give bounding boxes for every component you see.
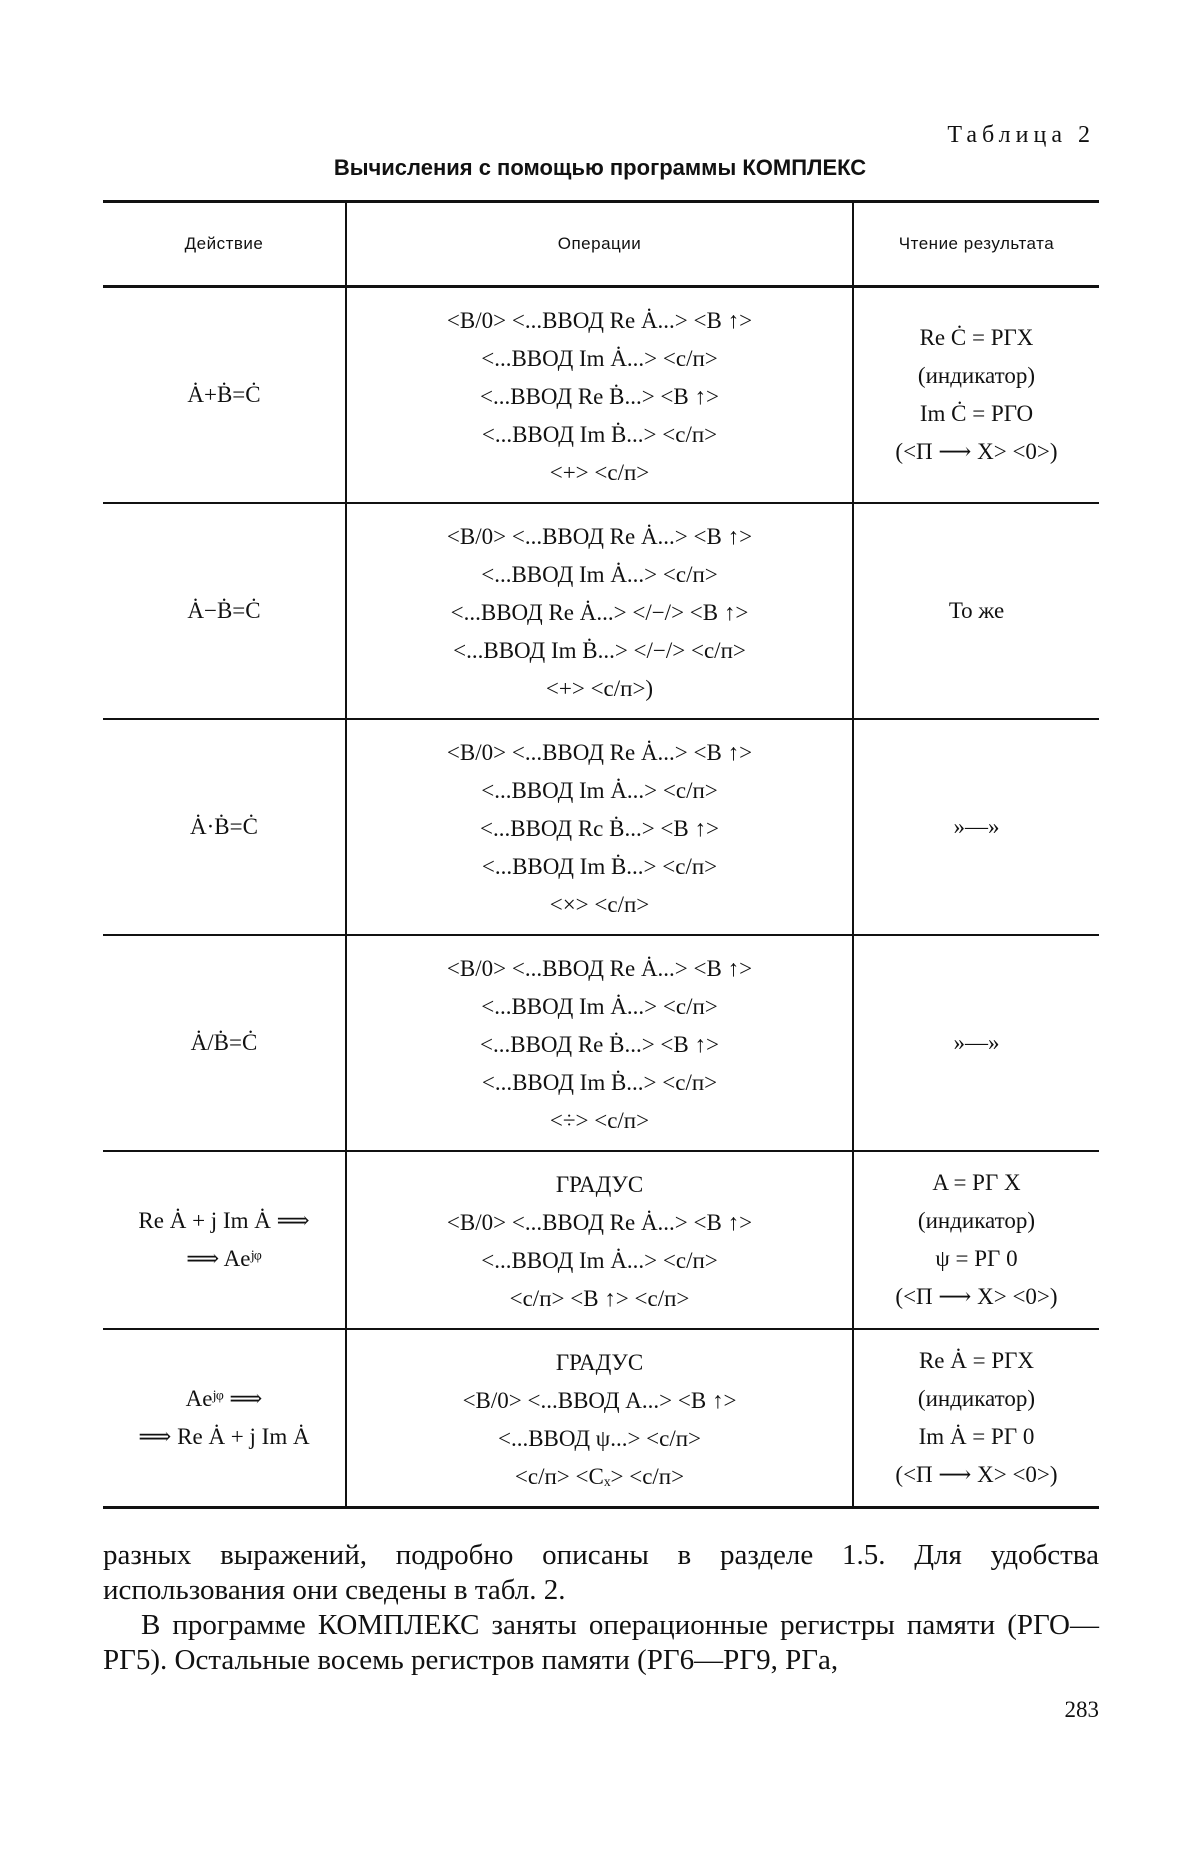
operation-line: <В/0> <...ВВОД A...> <В ↑> [462,1388,737,1413]
operation-line: <...ВВОД ψ...> <с/п> [497,1426,702,1451]
action-cell [103,503,346,719]
result-line: (<П ⟶ X> <0>) [895,1284,1058,1309]
operation-line: <...ВВОД Im Ḃ...> <с/п> [481,1070,718,1095]
table-row [103,719,1099,935]
operations-table [103,200,1099,1509]
result-line: Im Ċ = РГО [919,401,1034,426]
table-row [103,287,1099,504]
operation-line: <...ВВОД Im Ȧ...> <с/п> [481,994,718,1019]
operation-line: <...ВВОД Im Ȧ...> <с/п> [481,1248,718,1273]
operation-line: <...ВВОД Im Ȧ...> <с/п> [481,346,718,371]
body-text [103,1538,1099,1678]
operations-cell [346,503,853,719]
operation-line: <...ВВОД Re Ȧ...> </−/> <В ↑> [450,600,749,625]
result-line: (индикатор) [917,363,1036,388]
operation-line: <с/п> <В ↑> <с/п> [509,1286,690,1311]
operations-cell [346,719,853,935]
result-line: Re Ȧ = РГX [918,1348,1035,1373]
action-line: Re Ȧ + j Im Ȧ ⟹ [138,1208,310,1233]
action-cell [103,287,346,504]
result-line: »—» [953,814,1000,839]
operation-line: <...ВВОД Im Ȧ...> <с/п> [481,778,718,803]
operation-line: ГРАДУС [555,1350,644,1375]
operation-line: <...ВВОД Im Ḃ...> </−/> <с/п> [453,638,746,663]
result-cell [853,719,1099,935]
action-line: Ȧ·Ḃ=Ċ [190,814,258,839]
table-header-row [103,202,1099,287]
operation-line: <...ВВОД Re Ḃ...> <В ↑> [480,384,719,409]
action-line: Ȧ/Ḃ=Ċ [190,1030,258,1055]
paragraph: В программе КОМПЛЕКС заняты операционные регистры памяти (РГО—РГ5). Остальные восемь регистров памяти (РГ6—РГ9, РГa, [103,1609,1099,1676]
paragraph-continued: разных выражений, подробно описаны в разделе 1.5. Для удобства использования они сведены в табл. 2. [103,1539,1099,1606]
action-cell [103,719,346,935]
table-row [103,1151,1099,1329]
operation-line: <...ВВОД Im Ȧ...> <с/п> [481,562,718,587]
result-line: A = РГ X [932,1170,1021,1195]
operation-line: <В/0> <...ВВОД Re Ȧ...> <В ↑> [446,308,753,333]
operation-line: <...ВВОД Im Ḃ...> <с/п> [481,422,718,447]
operation-line: <...ВВОД Im Ḃ...> <с/п> [481,854,718,879]
operation-line: <В/0> <...ВВОД Re Ȧ...> <В ↑> [446,740,753,765]
column-header-action: Действие [103,202,346,287]
operation-line: ГРАДУС [555,1172,644,1197]
result-line: (<П ⟶ X> <0>) [895,439,1058,464]
action-line: Ȧ−Ḃ=Ċ [187,598,261,623]
operation-line: <...ВВОД Rc Ḃ...> <В ↑> [480,816,719,841]
result-cell [853,1151,1099,1329]
result-line: (индикатор) [917,1386,1036,1411]
result-cell [853,935,1099,1151]
operation-line: <+> <с/п> [549,460,650,485]
column-header-result: Чтение результата [853,202,1099,287]
table-row [103,1329,1099,1508]
result-cell [853,287,1099,504]
result-line: ψ = РГ 0 [935,1246,1018,1271]
result-line: (индикатор) [917,1208,1036,1233]
table-row [103,935,1099,1151]
action-cell [103,935,346,1151]
page-number: 283 [1064,1697,1099,1722]
action-line: ⟹ Aeʲᵠ [186,1246,262,1271]
column-header-operations: Операции [346,202,853,287]
action-line: Ȧ+Ḃ=Ċ [187,382,261,407]
operation-line: <В/0> <...ВВОД Re Ȧ...> <В ↑> [446,1210,753,1235]
result-line: Im Ȧ = РГ 0 [918,1424,1035,1449]
operation-line: <×> <с/п> [549,892,650,917]
operation-line: <В/0> <...ВВОД Re Ȧ...> <В ↑> [446,524,753,549]
result-line: Re Ċ = РГХ [919,325,1034,350]
operation-line: <...ВВОД Re Ḃ...> <В ↑> [480,1032,719,1057]
table-label: Таблица 2 [947,122,1095,148]
operation-line: <÷> <с/п> [549,1108,650,1133]
result-cell [853,503,1099,719]
action-line: ⟹ Re Ȧ + j Im Ȧ [138,1424,310,1449]
table-row [103,503,1099,719]
action-cell [103,1151,346,1329]
operations-cell [346,1329,853,1508]
action-line: Aeʲᵠ ⟹ [185,1386,263,1411]
result-line: »—» [953,1030,1000,1055]
operation-line: <с/п> <Cₓ> <с/п> [514,1464,685,1489]
action-cell [103,1329,346,1508]
operations-cell [346,935,853,1151]
result-line: (<П ⟶ X> <0>) [895,1462,1058,1487]
operations-cell [346,287,853,504]
result-line: То же [948,598,1005,623]
operation-line: <В/0> <...ВВОД Re Ȧ...> <В ↑> [446,956,753,981]
operation-line: <+> <с/п>) [545,676,654,701]
result-cell [853,1329,1099,1508]
table-caption: Вычисления с помощью программы КОМПЛЕКС [333,155,867,180]
operations-cell [346,1151,853,1329]
